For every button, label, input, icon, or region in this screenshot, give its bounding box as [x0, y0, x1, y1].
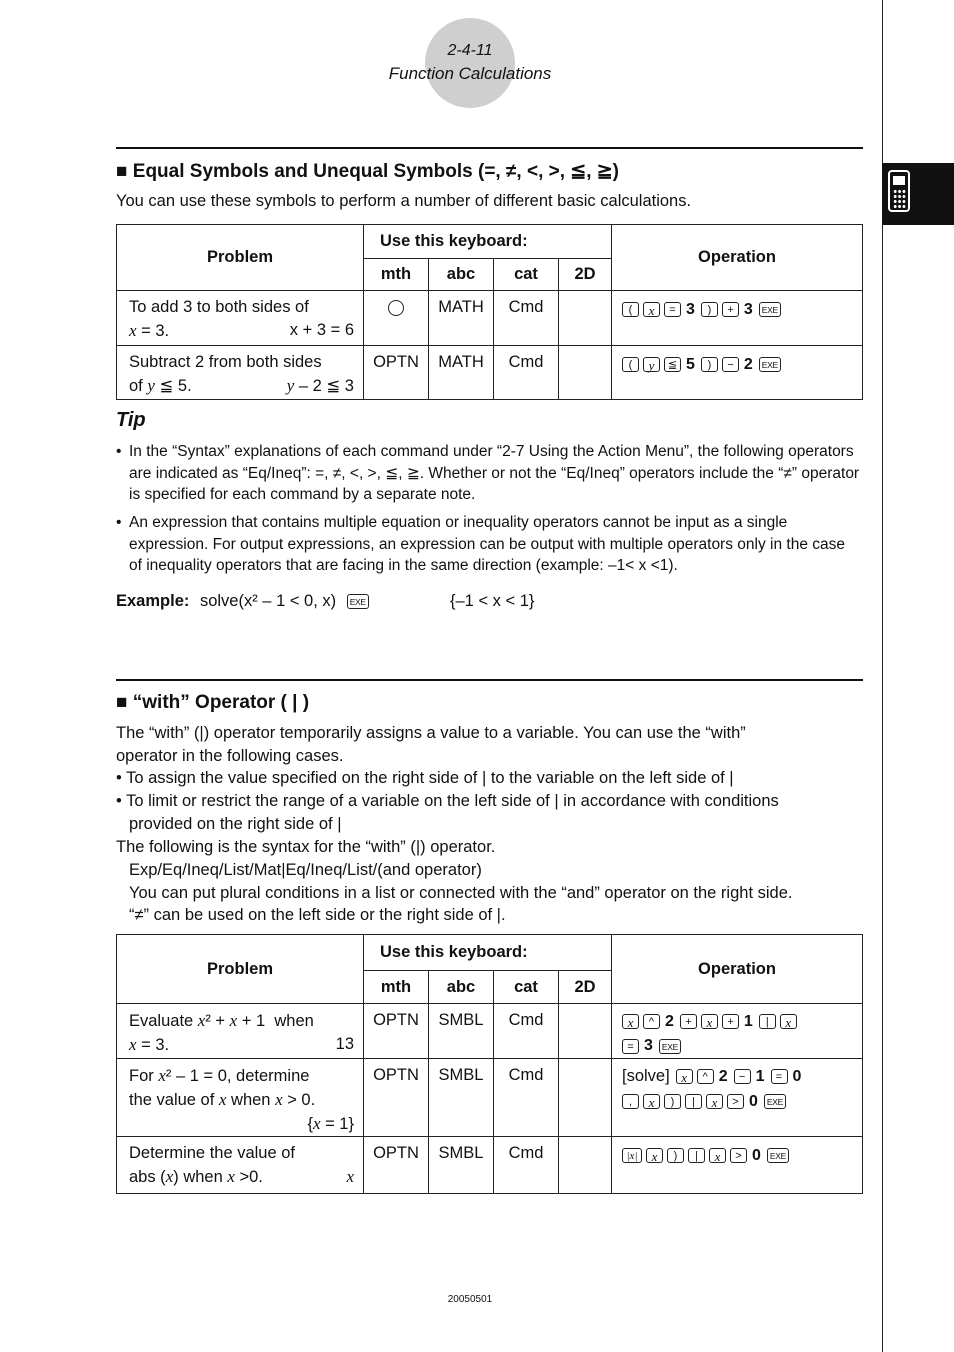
key-power: ^: [643, 1014, 660, 1029]
col-2d: 2D: [559, 971, 612, 1004]
key-greater: >: [727, 1094, 744, 1109]
syntax-line: Exp/Eq/Ineq/List/Mat|Eq/Ineq/List/(and operator): [129, 861, 482, 879]
with-line: The “with” (|) operator temporarily assigns a value to a variable. You can use the “with”: [116, 724, 746, 742]
section-rule: [116, 679, 863, 681]
key-sequence: ( x = 3 ) + 3 EXE: [612, 291, 862, 323]
key-abs: |x|: [622, 1148, 642, 1163]
key-sequence: x ^ 2 + x + 1 | x = 3 EXE: [612, 1004, 862, 1058]
key-with: |: [688, 1148, 705, 1163]
key-minus: −: [734, 1069, 751, 1084]
col-mth: mth: [364, 259, 429, 291]
key-plus: +: [722, 302, 739, 317]
key-equals: =: [664, 302, 681, 317]
key-with: |: [685, 1094, 702, 1109]
key-x: x: [780, 1014, 797, 1029]
table-row: To add 3 to both sides of x = 3. x + 3 = 6 MATH Cmd ( x = 3 ) + 3 EXE: [117, 291, 863, 346]
table-row: For x² – 1 = 0, determine the value of x when x > 0. {x = 1} OPTN SMBL Cmd [solve] x ^ 2 − 1 = 0 , x ) | x > 0 EXE: [117, 1059, 863, 1137]
example-line: Example: solve(x² – 1 < 0, x) EXE {–1 < x < 1}: [116, 592, 535, 610]
table-row: Determine the value of abs (x) when x >0. x OPTN SMBL Cmd |x| x ) | x > 0 EXE: [117, 1137, 863, 1194]
key-x: x: [706, 1094, 723, 1109]
key-sequence: ( y ≦ 5 ) − 2 EXE: [612, 346, 862, 378]
with-line: provided on the right side of |: [129, 815, 342, 833]
col-abc: abc: [429, 971, 494, 1004]
col-problem: Problem: [117, 225, 364, 291]
circle-icon: [388, 300, 404, 316]
with-line: • To assign the value specified on the right side of | to the variable on the left side of |: [116, 769, 734, 787]
example-expression: solve(x² – 1 < 0, x): [199, 592, 337, 610]
with-line: “≠” can be used on the left side or the right side of |.: [129, 906, 506, 924]
key-exe: EXE: [659, 1039, 681, 1054]
key-with: |: [759, 1014, 776, 1029]
key-x: x: [643, 302, 660, 317]
with-line: The following is the syntax for the “with” (|) operator.: [116, 838, 496, 856]
key-minus: −: [722, 357, 739, 372]
key-x: x: [709, 1148, 726, 1163]
table-row: Subtract 2 from both sides of y ≦ 5. y – 2 ≦ 3 OPTN MATH Cmd ( y ≦ 5 ) − 2 EXE: [117, 346, 863, 400]
key-sequence: |x| x ) | x > 0 EXE: [612, 1137, 862, 1169]
footer-code: 20050501: [447, 1294, 493, 1305]
page-title: Function Calculations: [388, 64, 552, 83]
col-cat: cat: [494, 971, 559, 1004]
key-sequence: [solve] x ^ 2 − 1 = 0 , x ) | x > 0 EXE: [622, 1067, 802, 1111]
key-x: x: [676, 1069, 693, 1084]
key-power: ^: [697, 1069, 714, 1084]
section-rule: [116, 147, 863, 149]
key-x: x: [646, 1148, 663, 1163]
key-exe: EXE: [767, 1148, 789, 1163]
tip-title: Tip: [116, 409, 146, 431]
header-circle: [425, 18, 515, 108]
with-line: You can put plural conditions in a list or connected with the “and” operator on the right side.: [129, 884, 793, 902]
key-open-paren: (: [622, 357, 639, 372]
key-exe: EXE: [759, 357, 781, 372]
example-answer: {–1 < x < 1}: [450, 592, 535, 610]
col-keyboard: Use this keyboard:: [364, 225, 612, 259]
key-equals: =: [622, 1039, 639, 1054]
col-operation: Operation: [612, 225, 863, 291]
key-greater: >: [730, 1148, 747, 1163]
section-heading: ■ Equal Symbols and Unequal Symbols (=, ≠, <, >, ≦, ≧): [116, 161, 620, 182]
col-cat: cat: [494, 259, 559, 291]
with-line: operator in the following cases.: [116, 747, 344, 765]
key-close-paren: ): [664, 1094, 681, 1109]
key-close-paren: ): [701, 302, 718, 317]
with-line: • To limit or restrict the range of a variable on the left side of | in accordance with conditions: [116, 792, 779, 810]
table-row: Evaluate x² + x + 1 when x = 3. 13 OPTN SMBL Cmd x ^ 2 + x + 1 | x = 3 EXE: [117, 1004, 863, 1059]
key-plus: +: [680, 1014, 697, 1029]
col-problem: Problem: [117, 935, 364, 1004]
section-intro: You can use these symbols to perform a number of different basic calculations.: [116, 192, 692, 210]
calculator-icon: [888, 170, 910, 212]
key-x: x: [643, 1094, 660, 1109]
key-exe: EXE: [764, 1094, 786, 1109]
key-comma: ,: [622, 1094, 639, 1109]
key-x: x: [701, 1014, 718, 1029]
keyboard-table-2: [116, 934, 863, 1194]
key-x: x: [622, 1014, 639, 1029]
chapter-tab: [882, 163, 954, 225]
col-operation: Operation: [612, 935, 863, 1004]
col-2d: 2D: [559, 259, 612, 291]
tip-bullet: • In the “Syntax” explanations of each command under “2-7 Using the Action Menu”, the following operators are indicated as “Eq/Ineq”: =, ≠, <, >, ≦, ≧. Whether or not the “Eq/Ineq” operators include the “≠” operator is specified for each command by a separate note.: [116, 443, 860, 503]
key-open-paren: (: [622, 302, 639, 317]
key-less-equal: ≦: [664, 357, 681, 372]
key-close-paren: ): [701, 357, 718, 372]
col-mth: mth: [364, 971, 429, 1004]
key-plus: +: [722, 1014, 739, 1029]
key-exe: EXE: [759, 302, 781, 317]
keyboard-table-1: [116, 224, 863, 400]
key-y: y: [643, 357, 660, 372]
key-close-paren: ): [667, 1148, 684, 1163]
key-equals: =: [771, 1069, 788, 1084]
col-abc: abc: [429, 259, 494, 291]
col-keyboard: Use this keyboard:: [364, 935, 612, 971]
tip-bullet: • An expression that contains multiple equation or inequality operators cannot be input as a single expression. For output expressions, an expression can be output with multiple operators only in the case of inequality operators that are facing in the same direction (example: –1< x <1).: [116, 514, 845, 574]
section-heading: ■ “with” Operator ( | ): [116, 692, 310, 713]
key-exe: EXE: [347, 594, 369, 609]
page-number: 2-4-11: [447, 42, 493, 59]
